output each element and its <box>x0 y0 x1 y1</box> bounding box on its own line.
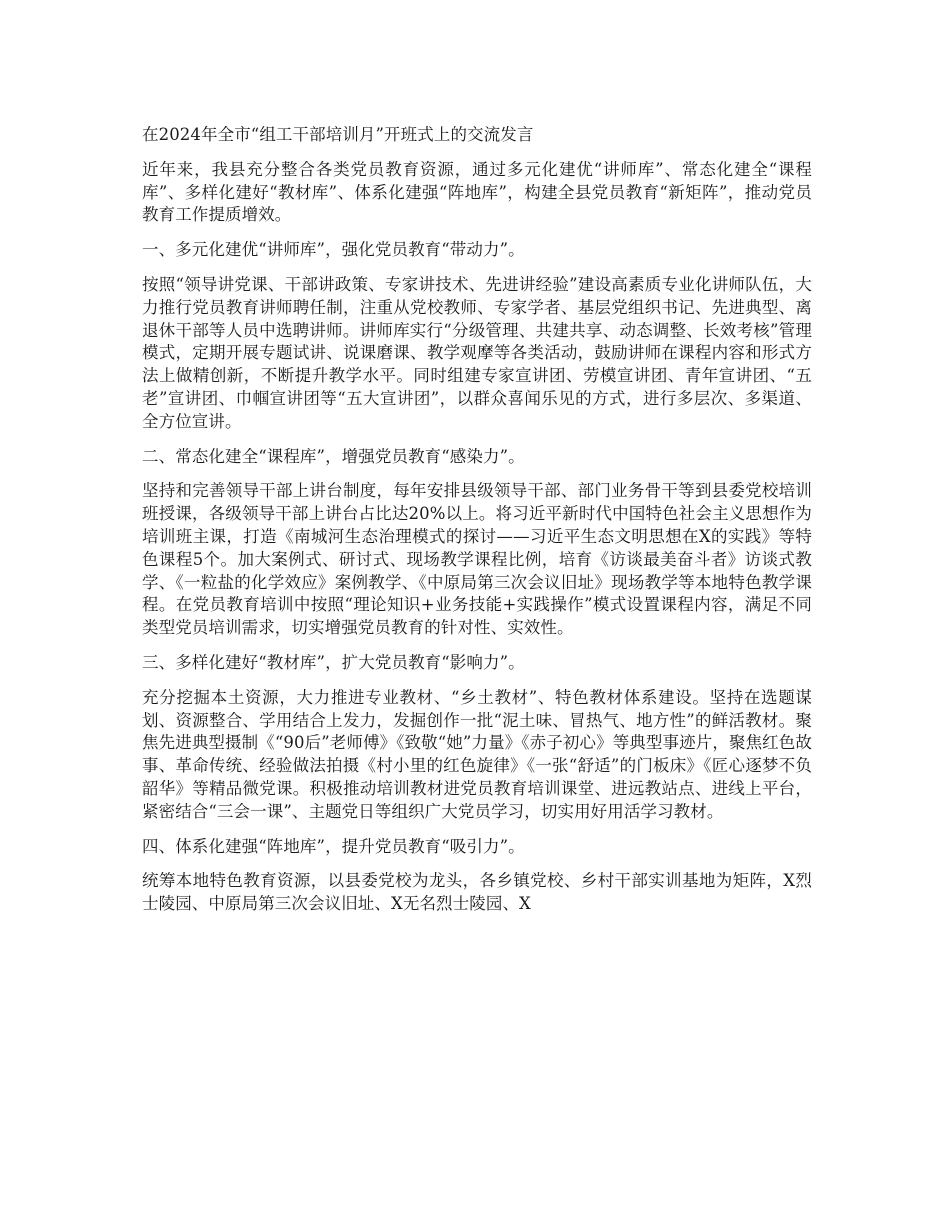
document-title: 在2024年全市“组工干部培训月”开班式上的交流发言 <box>142 125 534 144</box>
section-4-body: 统筹本地特色教育资源，以县委党校为龙头，各乡镇党校、乡村干部实训基地为矩阵，X烈士陵园、中原局第三次会议旧址、X无名烈士陵园、X <box>142 871 812 914</box>
section-1-heading: 一、多元化建优“讲师库”，强化党员教育“带动力”。 <box>142 240 525 260</box>
section-1-body: 按照“领导讲党课、干部讲政策、专家讲技术、先进讲经验”建设高素质专业化讲师队伍，大力推行党员教育讲师聘任制，注重从党校教师、专家学者、基层党组织书记、先进典型、离退休干部等人员中选聘讲师。讲师库实行“分级管理、共建共享、动态调整、长效考核”管理模式，定期开展专题试讲、说课磨课、教学观摩等各类活动，鼓励讲师在课程内容和形式方法上做精创新，不断提升教学水平。同时组建专家宣讲团、劳模宣讲团、青年宣讲团、“五老”宣讲团、巾帼宣讲团等“五大宣讲团”，以群众喜闻乐见的方式，进行多层次、多渠道、全方位宣讲。 <box>142 274 812 431</box>
section-2-body: 坚持和完善领导干部上讲台制度，每年安排县级领导干部、部门业务骨干等到县委党校培训班授课，各级领导干部上讲台占比达20%以上。将习近平新时代中国特色社会主义思想作为培训班主课，打造《南城河生态治理模式的探讨——习近平生态文明思想在X的实践》等特色课程5个。加大案例式、研讨式、现场教学课程比例，培育《访谈最美奋斗者》访谈式教学、《一粒盐的化学效应》案例教学、《中原局第三次会议旧址》现场教学等本地特色教学课程。在党员教育培训中按照“理论知识+业务技能+实践操作”模式设置课程内容，满足不同类型党员培训需求，切实增强党员教育的针对性、实效性。 <box>142 481 812 638</box>
intro-paragraph: 近年来，我县充分整合各类党员教育资源，通过多元化建优“讲师库”、常态化建全“课程库”、多样化建好“教材库”、体系化建强“阵地库”，构建全县党员教育“新矩阵”，推动党员教育工作提质增效。 <box>142 159 812 225</box>
section-4-heading: 四、体系化建强“阵地库”，提升党员教育“吸引力”。 <box>142 836 525 856</box>
section-2-heading: 二、常态化建全“课程库”，增强党员教育“感染力”。 <box>142 446 525 466</box>
document-page <box>142 124 812 928</box>
section-3-body: 充分挖掘本土资源，大力推进专业教材、“乡土教材”、特色教材体系建设。坚持在选题谋划、资源整合、学用结合上发力，发掘创作一批“泥土味、冒热气、地方性”的鲜活教材。聚焦先进典型摄制《“90后”老师傅》《致敬“她”力量》《赤子初心》等典型事迹片，聚焦红色故事、革命传统、经验做法拍摄《村小里的红色旋律》《一张“舒适”的门板床》《匠心逐梦不负韶华》等精品微党课。积极推动培训教材进党员教育培训课堂、进远教站点、进线上平台，紧密结合“三会一课”、主题党日等组织广大党员学习，切实用好用活学习教材。 <box>142 687 812 821</box>
section-3-heading: 三、多样化建好“教材库”，扩大党员教育“影响力”。 <box>142 652 525 672</box>
